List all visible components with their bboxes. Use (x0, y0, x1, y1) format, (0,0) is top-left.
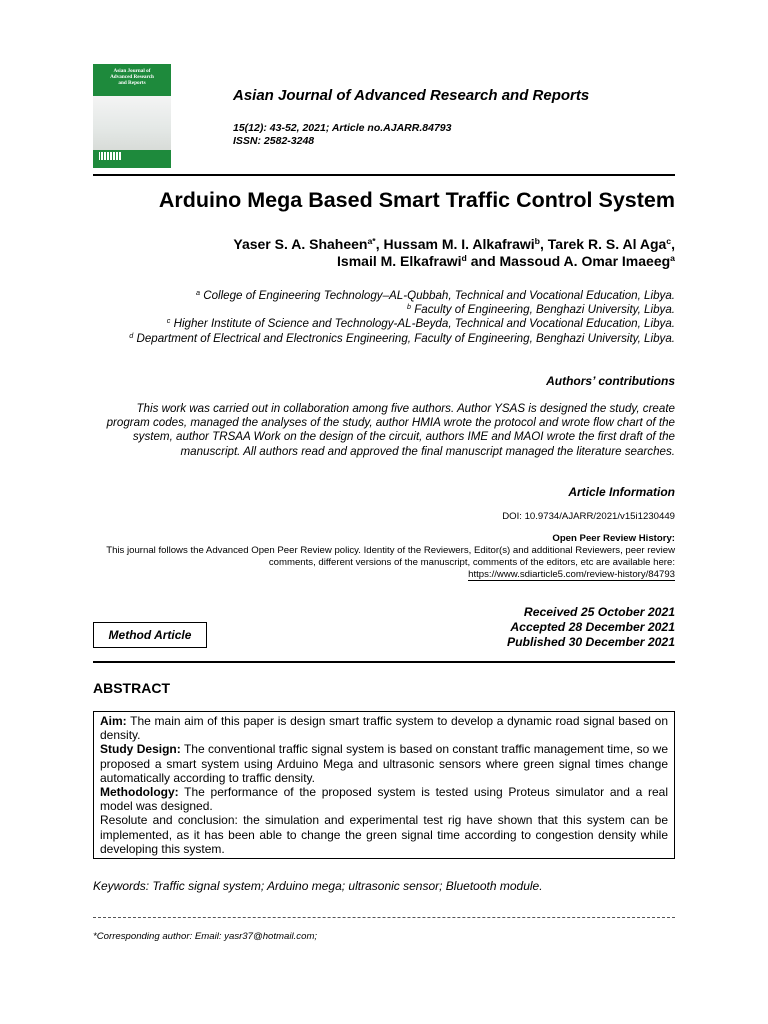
affiliations (93, 289, 675, 346)
doi: DOI: 10.9734/AJARR/2021/v15i1230449 (502, 511, 675, 522)
issn: ISSN: 2582-3248 (233, 135, 315, 147)
author-line-2: Ismail M. Elkafrawi$^d$ and Massoud A. Omar Imaeeg$^a$ (337, 253, 675, 269)
journal-cover-image (93, 64, 171, 168)
abstract-box (93, 711, 675, 859)
author-name: Tarek R. S. Al Aga (547, 236, 667, 252)
abstract-section: Study Design: The conventional traffic signal system is based on constant traffic management time, so we proposed a smart system using Arduino Mega and ultrasonic sensors where green signal times change automatically according to traffic density. (100, 742, 668, 785)
received-date: Received 25 October 2021 (523, 605, 675, 619)
affiliation: $^a$ College of Engineering Technology–AL-Qubbah, Technical and Vocational Education, Libya. (195, 288, 675, 302)
journal-name: Asian Journal of Advanced Research and Reports (233, 87, 590, 104)
footnote-separator (93, 917, 675, 918)
affiliation: $^d$ Department of Electrical and Electronics Engineering, Faculty of Engineering, Benghazi University, Libya. (129, 330, 675, 345)
abstract-rule (93, 661, 675, 663)
journal-info (233, 122, 451, 148)
cover-photo (93, 96, 171, 150)
keywords: Keywords: Traffic signal system; Arduino mega; ultrasonic sensor; Bluetooth module. (93, 879, 543, 893)
cover-title: Asian Journal of Advanced Research and Reports (110, 68, 154, 86)
author-list (93, 236, 675, 270)
author-sup: b (534, 236, 540, 247)
abstract-heading: ABSTRACT (93, 680, 170, 696)
contributions-text: This work was carried out in collaboration among five authors. Author YSAS is designed the study, create program codes, managed the analyses of the study, author HMIA wrote the protocol and wrote flow chart of the system, author TRSAA Work on the design of the circuit, authors IME and MAOI wrote the first draft of the manuscript. All authors read and approved the final manuscript managed the literature searches. (106, 402, 675, 458)
article-dates (93, 605, 675, 650)
contributions-heading: Authors’ contributions (546, 374, 675, 388)
peer-review-heading: Open Peer Review History: (552, 533, 675, 544)
cover-barcode (99, 152, 121, 160)
published-date: Published 30 December 2021 (506, 635, 675, 649)
author-line-1: Yaser S. A. Shaheen$^{a*}$, Hussam M. I. Alkafrawi$^b$, Tarek R. S. Al Aga$^c$, (233, 236, 675, 252)
author-name: Ismail M. Elkafrawi (337, 253, 462, 269)
author-sup: c (666, 236, 672, 247)
author-name: Yaser S. A. Shaheen (233, 236, 368, 252)
author-sup: a* (367, 236, 376, 247)
peer-review-link[interactable]: https://www.sdiarticle5.com/review-history/84793 (468, 568, 675, 580)
corresponding-author-footnote: *Corresponding author: Email: yasr37@hotmail.com; (93, 931, 318, 942)
accepted-date: Accepted 28 December 2021 (510, 620, 675, 634)
author-sup: d (461, 253, 467, 264)
citation: 15(12): 43-52, 2021; Article no.AJARR.84793 (233, 122, 452, 134)
article-info-heading: Article Information (568, 485, 675, 499)
author-name: Massoud A. Omar Imaeeg (499, 253, 671, 269)
abstract-section: Resolute and conclusion: the simulation and experimental test rig have shown that this system can be implemented, as it has been able to change the green signal time according to congestion density while developing this system. (100, 813, 668, 856)
header-rule (93, 174, 675, 176)
affiliation: $^c$ Higher Institute of Science and Technology-AL-Beyda, Technical and Vocational Education, Libya. (166, 316, 675, 331)
affiliation: $^b$ Faculty of Engineering, Benghazi University, Libya. (406, 302, 675, 317)
paper-title: Arduino Mega Based Smart Traffic Control System (158, 188, 675, 212)
abstract-section: Aim: The main aim of this paper is design smart traffic system to develop a dynamic road signal based on density. (100, 714, 668, 743)
article-type-box: Method Article (93, 622, 207, 648)
abstract-section: Methodology: The performance of the proposed system is tested using Proteus simulator and a real model was designed. (100, 785, 668, 814)
author-sup: a (670, 253, 675, 264)
peer-review-text: This journal follows the Advanced Open Peer Review policy. Identity of the Reviewers, Editor(s) and additional Reviewers, peer review comments, different versions of the manuscript, comments of the editors, etc are available here: https://www.sdiarticle5.com/review-history/84793 (106, 545, 675, 580)
author-name: Hussam M. I. Alkafrawi (383, 236, 535, 252)
